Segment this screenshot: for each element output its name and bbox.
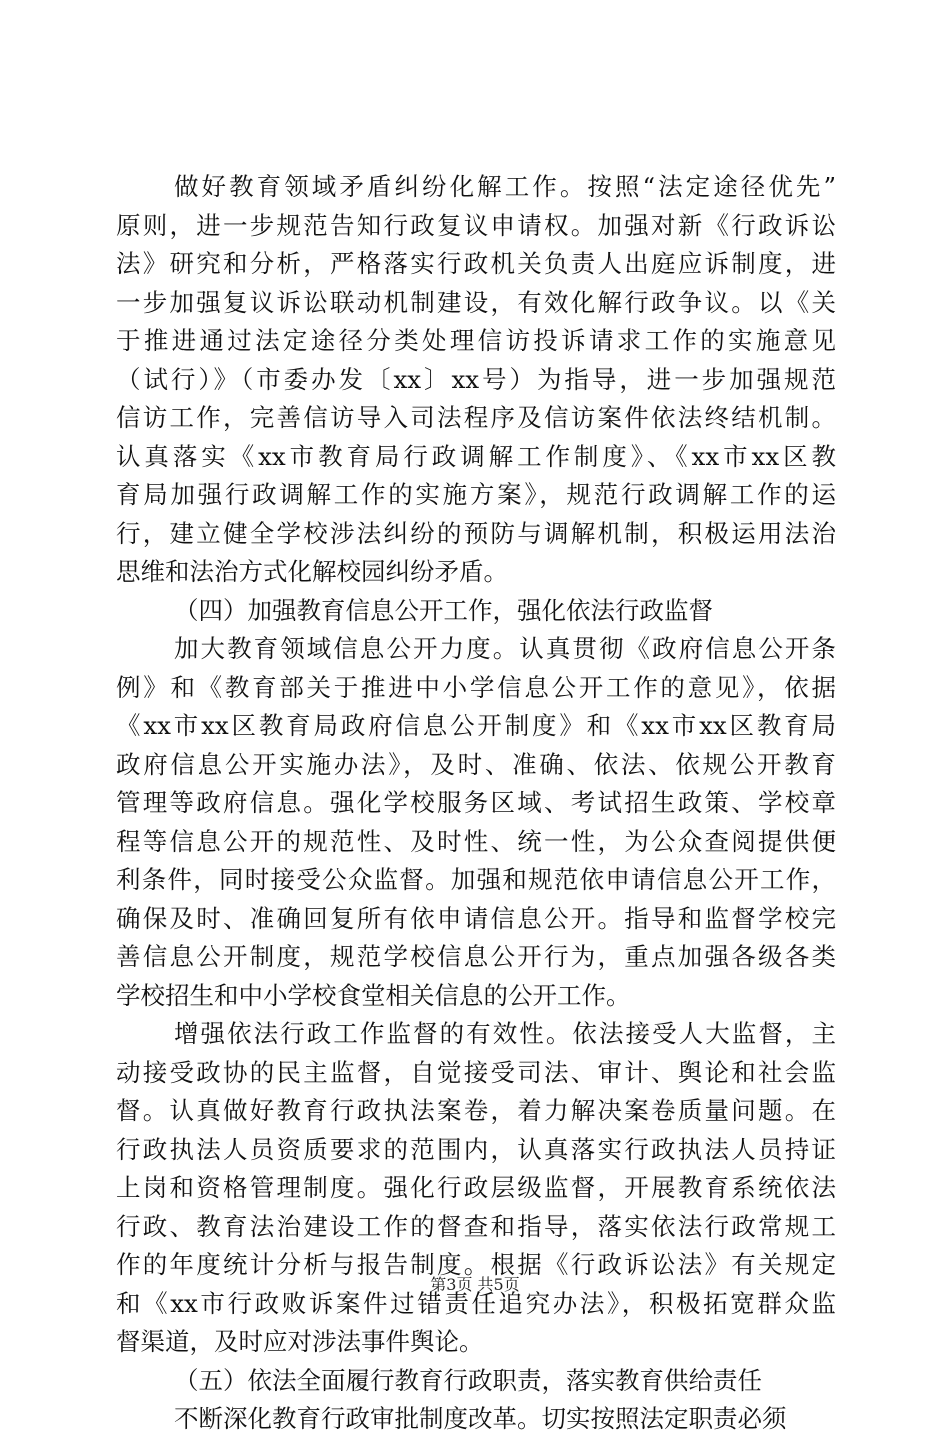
text-line: 《xx市xx区教育局政府信息公开制度》和《xx市xx区教育局	[116, 711, 836, 740]
heading-line: （五）依法全面履行教育行政职责，落实教育供给责任	[174, 1365, 762, 1395]
section-heading	[116, 592, 836, 631]
text-line: 确保及时、准确回复所有依申请信息公开。指导和监督学校完	[116, 903, 836, 933]
text-line: 不断深化教育行政审批制度改革。切实按照法定职责必须	[174, 1404, 787, 1433]
paragraph	[116, 1400, 836, 1439]
text-line: 利条件，同时接受公众监督。加强和规范依申请信息公开工作，	[116, 865, 836, 894]
document-body	[116, 168, 836, 1439]
text-line: 和《xx市行政败诉案件过错责任追究办法》，积极拓宽群众监	[116, 1288, 836, 1318]
text-line: 认真落实《xx市教育局行政调解工作制度》、《xx市xx区教	[116, 441, 836, 471]
text-line: 管理等政府信息。强化学校服务区域、考试招生政策、学校章	[116, 788, 836, 817]
text-line: 政府信息公开实施办法》，及时、准确、依法、依规公开教育	[116, 749, 836, 779]
text-line: 督。认真做好教育行政执法案卷，着力解决案卷质量问题。在	[116, 1096, 836, 1125]
text-line: 增强依法行政工作监督的有效性。依法接受人大监督，主	[174, 1019, 836, 1048]
text-line: 法》研究和分析，严格落实行政机关负责人出庭应诉制度，进	[116, 249, 836, 278]
text-line: 行政执法人员资质要求的范围内，认真落实行政执法人员持证	[116, 1134, 836, 1164]
text-line: 动接受政协的民主监督，自觉接受司法、审计、舆论和社会监	[116, 1057, 836, 1087]
text-line: 原则，进一步规范告知行政复议申请权。加强对新《行政诉讼	[116, 210, 836, 240]
text-line: 学校招生和中小学校食堂相关信息的公开工作。	[116, 980, 631, 1010]
text-line: 育局加强行政调解工作的实施方案》，规范行政调解工作的运	[116, 480, 836, 509]
text-line: 行政、教育法治建设工作的督查和指导，落实依法行政常规工	[116, 1211, 836, 1241]
text-line: 做好教育领域矛盾纠纷化解工作。按照“法定途径优先”	[174, 172, 836, 201]
text-line: 善信息公开制度，规范学校信息公开行为，重点加强各级各类	[116, 942, 836, 971]
text-line: 程等信息公开的规范性、及时性、统一性，为公众查阅提供便	[116, 826, 836, 856]
heading-line: （四）加强教育信息公开工作，强化依法行政监督	[174, 595, 713, 625]
text-line: 例》和《教育部关于推进中小学信息公开工作的意见》，依据	[116, 672, 836, 702]
paragraph	[116, 1015, 836, 1362]
paragraph	[116, 168, 836, 592]
text-line: 作的年度统计分析与报告制度。根据《行政诉讼法》有关规定	[116, 1250, 836, 1279]
text-line: 于推进通过法定途径分类处理信访投诉请求工作的实施意见	[116, 326, 836, 355]
paragraph	[116, 630, 836, 1015]
text-line: 一步加强复议诉讼联动机制建设，有效化解行政争议。以《关	[116, 287, 836, 317]
text-line: 思维和法治方式化解校园纠纷矛盾。	[116, 557, 508, 586]
text-line: 上岗和资格管理制度。强化行政层级监督，开展教育系统依法	[116, 1173, 836, 1202]
section-heading	[116, 1362, 836, 1401]
text-line: 督渠道，及时应对涉法事件舆论。	[116, 1327, 484, 1356]
text-line: 行，建立健全学校涉法纠纷的预防与调解机制，积极运用法治	[116, 518, 836, 548]
text-line: 加大教育领域信息公开力度。认真贯彻《政府信息公开条	[174, 634, 836, 663]
text-line: 信访工作，完善信访导入司法程序及信访案件依法终结机制。	[116, 403, 836, 432]
text-line: （试行）》（市委办发〔xx〕xx号）为指导，进一步加强规范	[116, 364, 836, 394]
page-footer: 第3页 共5页	[430, 1275, 520, 1294]
